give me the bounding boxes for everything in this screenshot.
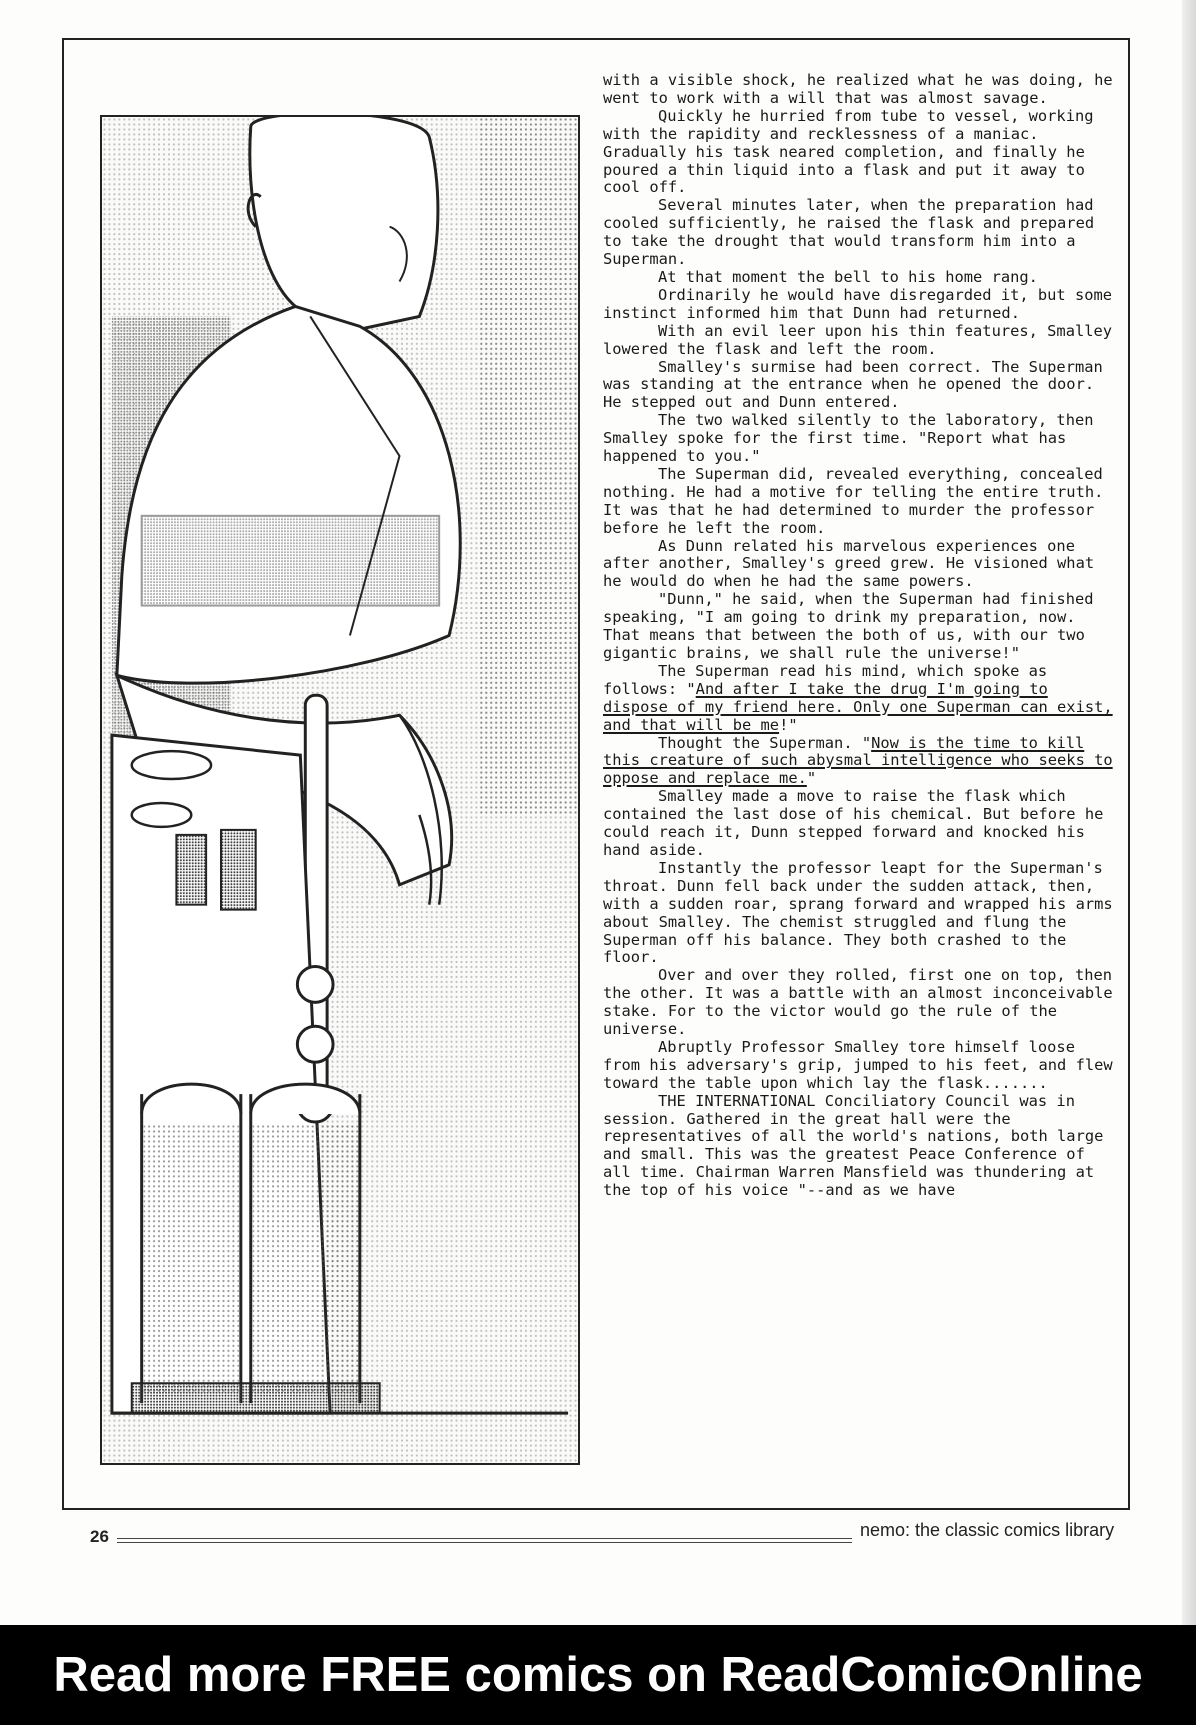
story-paragraph xyxy=(603,860,1118,967)
paragraph-text: Several minutes later, when the preparation had cooled sufficiently, he raised the flask and prepared to take the drought that would transform him into a Superman. xyxy=(603,196,1095,269)
story-illustration xyxy=(100,115,580,1465)
scientist-lab-drawing xyxy=(102,117,578,1463)
promo-banner[interactable] xyxy=(0,1625,1196,1725)
underlined-thought: And after I take the drug I'm going to dispose of my friend here. Only one Superman can exist, and that will be me xyxy=(603,679,1113,734)
paragraph-text: The Superman read his mind, which spoke as follows: " xyxy=(603,661,1048,698)
story-paragraph xyxy=(603,287,1118,323)
story-paragraph xyxy=(603,735,1118,789)
story-paragraph xyxy=(603,663,1118,735)
paragraph-text: Over and over they rolled, first one on top, then the other. It was a battle with an almost inconceivable stake. For to the victor would go the rule of the universe. xyxy=(603,966,1113,1039)
promo-banner-text: Read more FREE comics on ReadComicOnline xyxy=(53,1648,1143,1702)
story-paragraph xyxy=(603,1093,1118,1200)
paragraph-text: As Dunn related his marvelous experiences one after another, Smalley's greed grew. He visioned what he would do when he had the same powers. xyxy=(603,536,1095,591)
paragraph-text: Smalley's surmise had been correct. The Superman was standing at the entrance when he opened the door. He stepped out and Dunn entered. xyxy=(603,357,1103,412)
running-title: nemo: the classic comics library xyxy=(860,1520,1115,1540)
paragraph-text: THE INTERNATIONAL Conciliatory Council was in session. Gathered in the great hall were the representatives of all the world's nations, both large and small. This was the greatest Peace Conference of all time. Chairman Warren Mansfield was thundering at the top of his voice "--and as we have xyxy=(603,1091,1104,1200)
paragraph-text: At that moment the bell to his home rang. xyxy=(658,267,1038,286)
scan-edge xyxy=(1182,0,1196,1625)
paragraph-text: " xyxy=(806,769,817,788)
paragraph-text: With an evil leer upon his thin features, Smalley lowered the flask and left the room. xyxy=(603,321,1113,358)
footer-rule xyxy=(117,1538,852,1539)
story-paragraph xyxy=(603,591,1118,663)
story-paragraph xyxy=(603,538,1118,592)
underlined-thought: Now is the time to kill this creature of such abysmal intelligence who seeks to oppose and replace me. xyxy=(603,733,1113,788)
paragraph-text: "Dunn," he said, when the Superman had finished speaking, "I am going to drink my preparation, now. That means that between the both of us, with our two gigantic brains, we shall rule the universe!" xyxy=(603,590,1094,662)
paragraph-text: Quickly he hurried from tube to vessel, working with the rapidity and recklessness of a maniac. Gradually his task neared completion, and finally he poured a thin liquid into a flask and put it away to cool off. xyxy=(603,106,1094,197)
paragraph-text: Ordinarily he would have disregarded it, but some instinct informed him that Dunn had returned. xyxy=(603,285,1113,322)
story-paragraph xyxy=(603,466,1118,538)
paragraph-text: with a visible shock, he realized what he was doing, he went to work with a will that was almost savage. xyxy=(603,71,1113,107)
page-number: 26 xyxy=(90,1527,109,1546)
paragraph-text: Instantly the professor leapt for the Superman's throat. Dunn fell back under the sudden attack, then, with a sudden roar, sprang forward and wrapped his arms about Smalley. The chemist struggled and flung the Superman off his balance. They both crashed to the floor. xyxy=(603,858,1113,967)
story-paragraph xyxy=(603,412,1118,466)
story-paragraph xyxy=(603,269,1118,287)
paragraph-text: Abruptly Professor Smalley tore himself loose from his adversary's grip, jumped to his feet, and flew toward the table upon which lay the flask....... xyxy=(603,1037,1113,1092)
paragraph-text: Thought the Superman. " xyxy=(658,733,872,752)
paragraph-text: Smalley made a move to raise the flask which contained the last dose of his chemical. But before he could reach it, Dunn stepped forward and knocked his hand aside. xyxy=(603,787,1104,859)
story-paragraph xyxy=(603,72,1118,108)
story-paragraph xyxy=(603,359,1118,413)
story-paragraph xyxy=(603,197,1118,269)
story-text-column xyxy=(603,72,1118,1200)
paragraph-text: The Superman did, revealed everything, concealed nothing. He had a motive for telling the entire truth. It was that he had determined to murder the professor before he left the room. xyxy=(603,464,1104,537)
story-paragraph xyxy=(603,788,1118,860)
paragraph-text: !" xyxy=(779,715,798,734)
story-paragraph xyxy=(603,1039,1118,1093)
paragraph-text: The two walked silently to the laboratory, then Smalley spoke for the first time. "Report what has happened to you." xyxy=(603,411,1094,466)
story-paragraph xyxy=(603,108,1118,198)
story-paragraph xyxy=(603,967,1118,1039)
story-paragraph xyxy=(603,323,1118,359)
